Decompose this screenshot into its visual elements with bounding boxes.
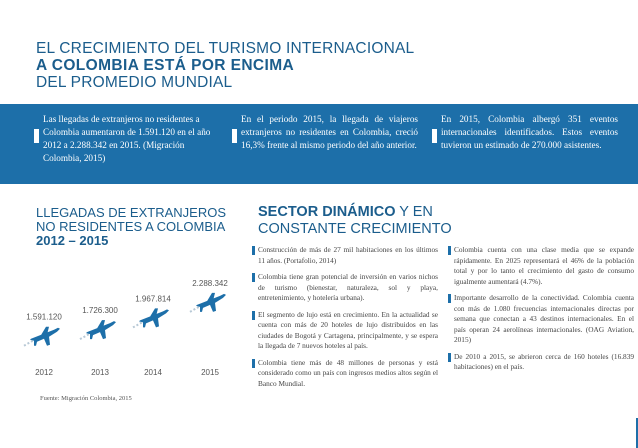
value-label: 2.288.342 [192,278,228,288]
airplane-icon [30,327,60,346]
chart-mark-2013 [80,306,118,377]
title-line-3: DEL PROMEDIO MUNDIAL [36,74,233,91]
airplane-icon [86,320,116,339]
sector-heading [258,204,638,238]
tick-label: 2012 [35,368,53,377]
band-column-3 [432,113,618,152]
highlight-band [0,104,638,184]
bullet-list-left [252,245,438,395]
value-label: 1.967.814 [135,294,171,304]
main-title [36,40,456,91]
chart-heading-line-2: NO RESIDENTES A COLOMBIA [36,219,226,234]
value-label: 1.591.120 [26,312,62,322]
bullet-list-right [448,245,634,379]
list-item: Colombia cuenta con una clase media que se expande rápidamente. En 2025 representará el 46% de la población total y por lo tanto el crecimiento del gasto de consumo igualmente aumentará (4.7%). [448,245,634,287]
chart-mark-2012 [24,313,62,377]
airplane-icon [139,308,169,327]
tick-label: 2013 [91,368,109,377]
band-text-1: Las llegadas de extranjeros no residentes a Colombia aumentaron de 1.591.120 en el año 2012 a 2.288.342 en 2015. (Migración Colombia, 2015) [43,114,211,163]
list-item: El segmento de lujo está en crecimiento. En la actualidad se cuenta con más de 20 hoteles de lujo distribuidos en las ciudades de Bogotá y Cartagena, principalmente, y se espera la llegada de 7 nuevos hoteles al país. [252,310,438,352]
chart-mark-2015 [190,279,228,377]
chart-mark-2014 [133,294,171,377]
sector-heading-rest: Y EN [395,204,433,220]
band-marker [232,129,237,143]
chart-heading [36,206,246,248]
list-item: De 2010 a 2015, se abrieron cerca de 160 hoteles (16.839 habitaciones) en el país. [448,352,634,373]
band-column-1 [34,113,222,165]
band-text-3: En 2015, Colombia albergó 351 eventos internacionales identificados. Estos eventos tuvieron un estimado de 270.000 asistentes. [441,114,618,150]
tick-label: 2015 [201,368,219,377]
list-item: Construcción de más de 27 mil habitaciones en los últimos 11 años. (Portafolio, 2014) [252,245,438,266]
chart-heading-years: 2012 – 2015 [36,233,109,248]
source-note: Fuente: Migración Colombia, 2015 [40,395,132,402]
value-label: 1.726.300 [82,306,118,316]
band-marker [34,129,39,143]
list-item: Colombia tiene más de 48 millones de personas y está considerado como un país con ingresos medios altos según el Banco Mundial. [252,358,438,390]
airplane-icon [196,293,226,312]
band-column-2 [232,113,418,152]
band-text-2: En el periodo 2015, la llegada de viajeros extranjeros no residentes en Colombia, creció 16,3% frente al mismo periodo del año anterior. [241,114,418,150]
list-item: Importante desarrollo de la conectividad. Colombia cuenta con más de 1.080 frecuencias internacionales directas por semana que conectan a 43 destinos internacionales. En el país operan 24 aerolíneas internacionales. (OAG Aviation, 2015) [448,293,634,346]
list-item: Colombia tiene gran potencial de inversión en varios nichos de turismo (bienestar, naturaleza, sol y playa, entretenimiento, y hotelería urbana). [252,272,438,304]
sector-heading-line-2: CONSTANTE CRECIMIENTO [258,221,452,237]
title-line-1: EL CRECIMIENTO DEL TURISMO INTERNACIONAL [36,40,415,57]
sector-heading-bold: SECTOR DINÁMICO [258,204,396,220]
tick-label: 2014 [144,368,162,377]
arrivals-chart [20,260,240,385]
title-line-2: A COLOMBIA ESTÁ POR ENCIMA [36,57,295,74]
arrivals-chart-svg [20,260,240,385]
chart-heading-line-1: LLEGADAS DE EXTRANJEROS [36,205,226,220]
band-marker [432,129,437,143]
